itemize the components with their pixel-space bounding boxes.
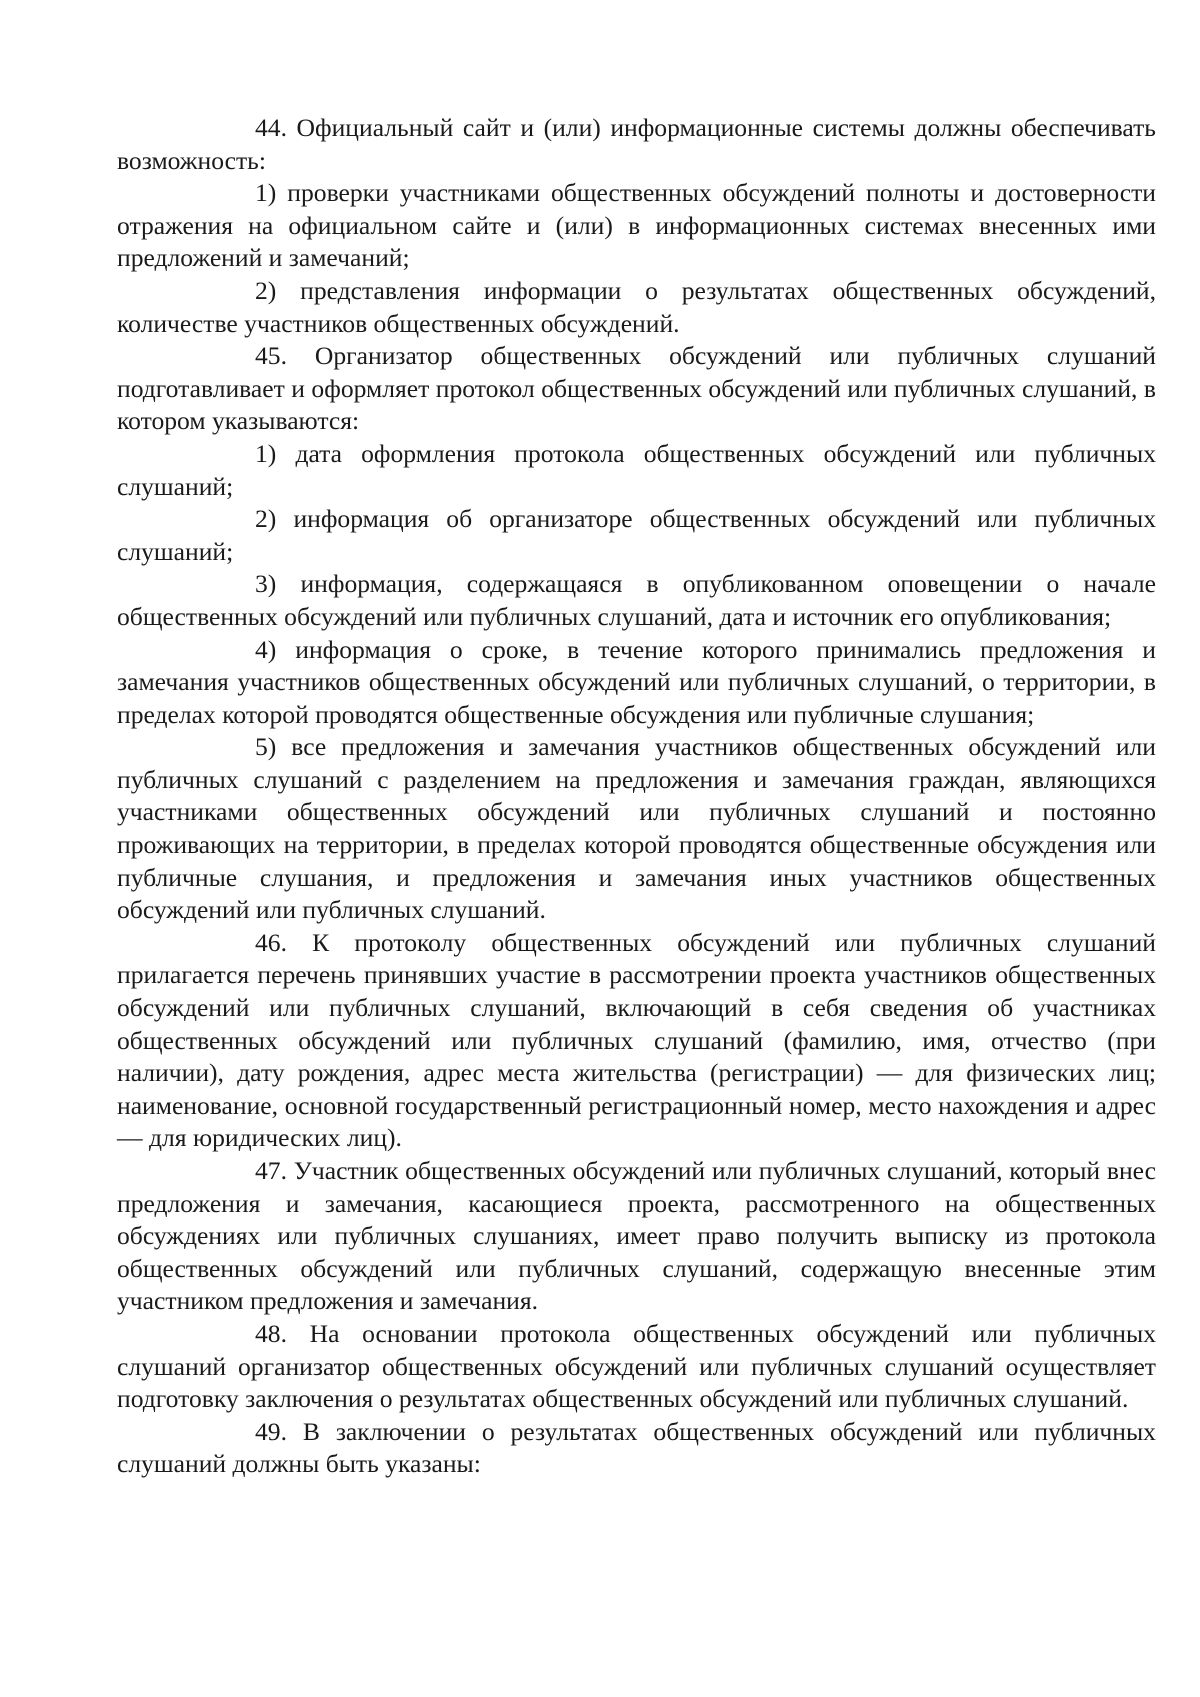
item-number: 2) [255, 275, 277, 305]
paragraph-number: 44. [255, 113, 287, 142]
paragraph-46 [117, 927, 1156, 1155]
paragraph-49 [117, 1416, 1156, 1481]
paragraph-number: 47. [255, 1156, 287, 1185]
item-text: информация о сроке, в течение которого принимались предложения и замечания участников общественных обсуждений или публичных слушаний, о территории, в пределах которой проводятся общественные обсуждения или публичные слушания; [117, 634, 1156, 729]
paragraph-45-item-4 [117, 634, 1156, 732]
paragraph-text: Официальный сайт и (или) информационные системы должны обеспечивать возможность: [117, 113, 1156, 175]
paragraph-text: В заключении о результатах общественных обсуждений или публичных слушаний должны быть указаны: [117, 1416, 1156, 1479]
paragraph-text: Участник общественных обсуждений или публичных слушаний, который внес предложения и замечания, касающиеся проекта, рассмотренного на общественных обсуждениях или публичных слушаниях, имеет право получить выписку из протокола общественных обсуждений или публичных слушаний, содержащую внесенные этим участником предложения и замечания. [117, 1156, 1156, 1316]
item-number: 5) [255, 732, 277, 762]
item-text: информация, содержащаяся в опубликованном оповещении о начале общественных обсуждений или публичных слушаний, дата и источник его опубликования; [117, 569, 1156, 631]
paragraph-text: К протоколу общественных обсуждений или публичных слушаний прилагается перечень принявших участие в рассмотрении проекта участников общественных обсуждений или публичных слушаний, включающий в себя сведения об участниках общественных обсуждений или публичных слушаний (фамилию, имя, отчество (при наличии), дату рождения, адрес места жительства (регистрации) — для физических лиц; наименование, основной государственный регистрационный номер, место нахождения и адрес — для юридических лиц). [117, 927, 1156, 1153]
document-body [117, 112, 1156, 1481]
paragraph-number: 45. [255, 341, 287, 371]
item-text: все предложения и замечания участников общественных обсуждений или публичных слушаний с разделением на предложения и замечания граждан, являющихся участниками общественных обсуждений или публичных слушаний и постоянно проживающих на территории, в пределах которой проводятся общественные обсуждения или публичные слушания, и предложения и замечания иных участников общественных обсуждений или публичных слушаний. [117, 732, 1156, 925]
paragraph-number: 49. [255, 1416, 287, 1446]
paragraph-44-item-2 [117, 275, 1156, 340]
item-number: 1) [255, 438, 277, 468]
paragraph-47 [117, 1155, 1156, 1318]
item-text: информация об организаторе общественных обсуждений или публичных слушаний; [117, 504, 1156, 566]
paragraph-text: На основании протокола общественных обсуждений или публичных слушаний организатор общественных обсуждений или публичных слушаний осуществляет подготовку заключения о результатах общественных обсуждений или публичных слушаний. [117, 1318, 1156, 1414]
item-text: дата оформления протокола общественных обсуждений или публичных слушаний; [117, 438, 1156, 501]
paragraph-44-item-1 [117, 177, 1156, 275]
paragraph-45-item-5 [117, 731, 1156, 927]
item-number: 1) [255, 178, 277, 208]
paragraph-number: 48. [255, 1318, 287, 1348]
item-text: проверки участниками общественных обсуждений полноты и достоверности отражения на официальном сайте и (или) в информационных системах внесенных ими предложений и замечаний; [117, 178, 1156, 273]
paragraph-45-item-3 [117, 568, 1156, 633]
item-number: 3) [255, 569, 277, 599]
item-text: представления информации о результатах общественных обсуждений, количестве участников общественных обсуждений. [117, 275, 1156, 338]
item-number: 4) [255, 634, 277, 664]
paragraph-45-item-2 [117, 503, 1156, 568]
item-number: 2) [255, 504, 277, 534]
paragraph-45-item-1 [117, 438, 1156, 503]
paragraph-number: 46. [255, 927, 287, 957]
paragraph-48 [117, 1318, 1156, 1416]
paragraph-44 [117, 112, 1156, 177]
paragraph-text: Организатор общественных обсуждений или публичных слушаний подготавливает и оформляет протокол общественных обсуждений или публичных слушаний, в котором указываются: [117, 341, 1157, 436]
paragraph-45 [117, 340, 1156, 438]
